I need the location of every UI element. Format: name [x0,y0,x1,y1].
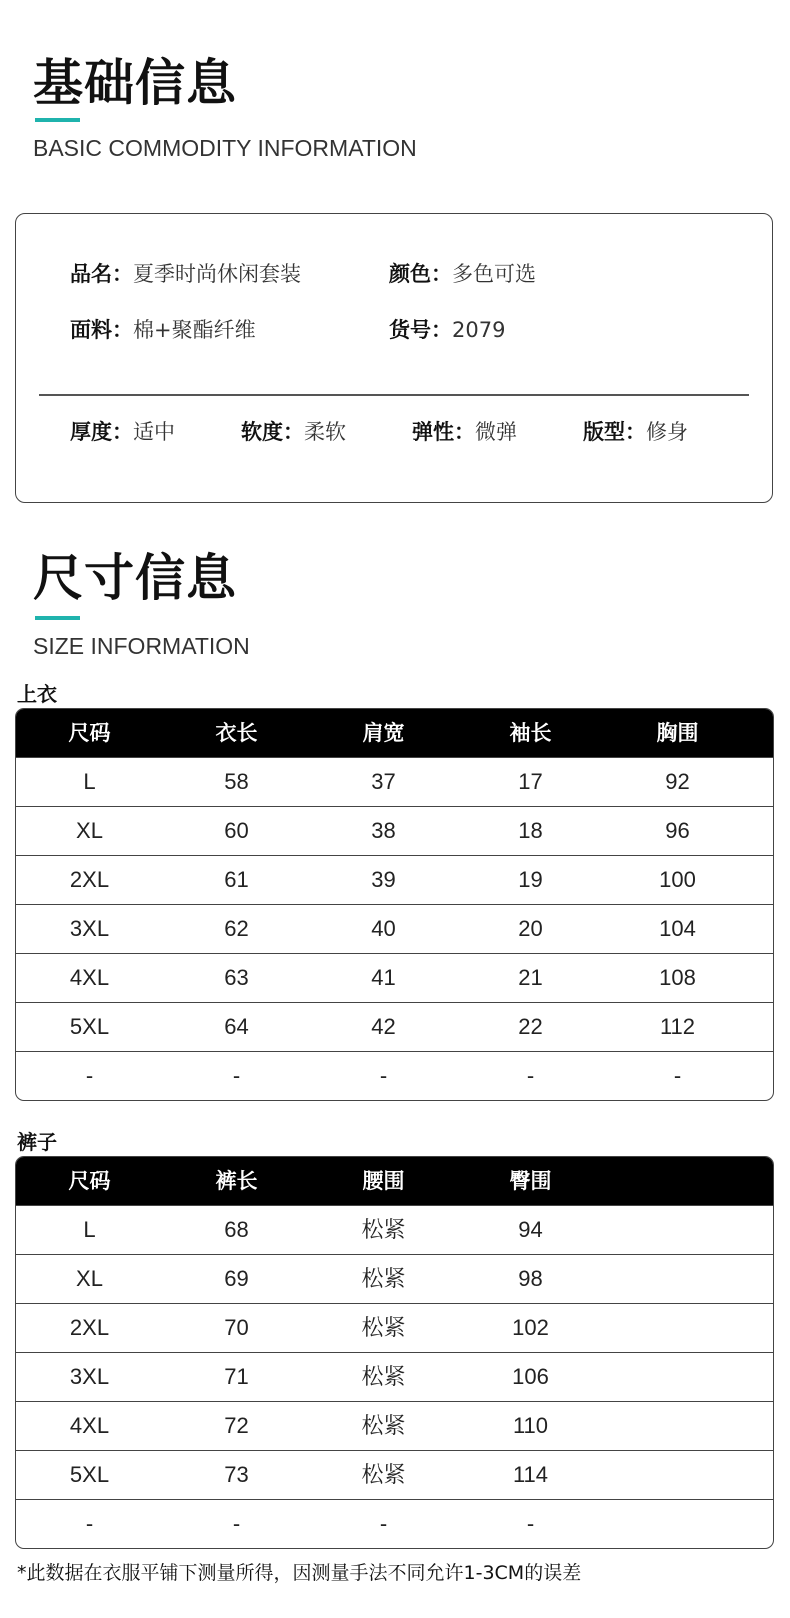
pants-table-label: 裤子 [17,1130,57,1154]
table-empty-cell [604,1451,773,1499]
size-info-title: 尺寸信息 [33,549,237,607]
table-header-cell: 胸围 [656,721,699,745]
table-cell: - [673,1063,682,1088]
table-cell: 104 [659,916,696,941]
table-cell: 64 [224,1014,249,1039]
table-empty-cell [604,1255,773,1303]
table-cell: - [526,1063,535,1088]
table-cell: 松紧 [361,1413,406,1438]
table-header-cell: 袖长 [509,721,552,745]
basic-info-subtitle: BASIC COMMODITY INFORMATION [33,135,417,161]
table-cell: 40 [371,916,396,941]
table-row [16,1499,773,1548]
table-cell: 21 [518,965,543,990]
table-cell: 108 [659,965,696,990]
table-cell: L [83,1217,96,1242]
table-cell: 62 [224,916,249,941]
table-cell: 73 [224,1462,249,1487]
table-header-cell: 裤长 [215,1169,258,1193]
table-cell: XL [76,1266,103,1291]
table-cell: 19 [518,867,543,892]
table-cell: 41 [371,965,396,990]
table-row [16,1002,773,1051]
attr-fit [583,418,688,446]
size-info-subtitle: SIZE INFORMATION [33,633,250,659]
table-header-row [16,1157,773,1205]
table-cell: 98 [518,1266,543,1291]
table-cell: 68 [224,1217,249,1242]
table-cell: 松紧 [361,1217,406,1242]
measurement-footnote: *此数据在衣服平铺下测量所得，因测量手法不同允许1-3CM的误差 [17,1562,582,1584]
table-cell: 70 [224,1315,249,1340]
table-header-cell: 尺码 [68,721,111,745]
table-header-cell: 衣长 [215,721,258,745]
attr-elasticity [412,418,517,446]
table-empty-cell [604,1353,773,1401]
table-empty-cell [604,1500,773,1548]
table-cell: 4XL [69,1413,110,1438]
table-cell: 20 [518,916,543,941]
basic-info-accent-bar [35,118,80,122]
field-label: 品名： [70,262,133,286]
table-cell: 60 [224,818,249,843]
table-cell: 4XL [69,965,110,990]
table-cell: 69 [224,1266,249,1291]
table-empty-cell [604,1304,773,1352]
attr-value: 柔软 [304,420,346,444]
table-cell: 100 [659,867,696,892]
table-cell: 松紧 [361,1364,406,1389]
table-cell: 松紧 [361,1462,406,1487]
table-cell: 110 [512,1413,549,1438]
table-cell: 42 [371,1014,396,1039]
table-header-cell: 尺码 [68,1169,111,1193]
table-cell: 2XL [69,1315,110,1340]
field-color [389,260,536,288]
table-cell: 106 [512,1364,549,1389]
table-cell: 71 [224,1364,249,1389]
table-cell: 松紧 [361,1266,406,1291]
table-row [16,904,773,953]
table-cell: 3XL [69,1364,110,1389]
table-cell: 72 [224,1413,249,1438]
table-cell: 96 [665,818,690,843]
info-divider [39,394,749,396]
table-cell: 2XL [69,867,110,892]
table-cell: 114 [512,1462,549,1487]
attr-label: 版型： [583,420,646,444]
table-cell: 松紧 [361,1315,406,1340]
table-row [16,1051,773,1100]
table-cell: - [85,1063,94,1088]
field-product-name [70,260,301,288]
table-cell: 17 [518,769,543,794]
table-row [16,1450,773,1499]
table-empty-cell [604,1157,773,1205]
field-item-number [389,316,505,344]
attr-thickness [70,418,175,446]
table-row [16,757,773,806]
table-cell: - [85,1511,94,1536]
table-row [16,953,773,1002]
table-header-row [16,709,773,757]
attr-label: 厚度： [70,420,133,444]
field-label: 颜色： [389,262,452,286]
table-cell: 58 [224,769,249,794]
table-row [16,1205,773,1254]
field-label: 货号： [389,318,452,342]
attr-value: 修身 [646,420,688,444]
table-empty-cell [604,1402,773,1450]
table-cell: 5XL [69,1014,110,1039]
table-cell: 94 [518,1217,543,1242]
table-header-cell: 腰围 [362,1169,405,1193]
table-cell: L [83,769,96,794]
field-value: 多色可选 [452,262,536,286]
table-row [16,1352,773,1401]
field-value: 夏季时尚休闲套装 [133,262,301,286]
size-info-accent-bar [35,616,80,620]
table-cell: 39 [371,867,396,892]
table-cell: - [379,1511,388,1536]
basic-info-box [15,213,773,503]
table-cell: 38 [371,818,396,843]
field-label: 面料： [70,318,133,342]
table-cell: 37 [371,769,396,794]
table-cell: 5XL [69,1462,110,1487]
field-fabric [70,316,256,344]
table-cell: 63 [224,965,249,990]
attr-value: 适中 [133,420,175,444]
table-cell: - [232,1063,241,1088]
attr-label: 弹性： [412,420,475,444]
table-cell: 61 [224,867,249,892]
table-empty-cell [604,1206,773,1254]
field-value: 棉+聚酯纤维 [133,318,256,342]
top-size-table [15,708,774,1101]
table-cell: XL [76,818,103,843]
table-cell: 112 [659,1014,696,1039]
table-cell: 102 [512,1315,549,1340]
pants-size-table [15,1156,774,1549]
attr-label: 软度： [241,420,304,444]
attr-softness [241,418,346,446]
table-cell: - [232,1511,241,1536]
attr-value: 微弹 [475,420,517,444]
table-row [16,806,773,855]
basic-info-title: 基础信息 [33,54,237,112]
table-header-cell: 肩宽 [362,721,405,745]
table-cell: - [379,1063,388,1088]
table-row [16,1401,773,1450]
table-header-cell: 臀围 [509,1169,552,1193]
table-cell: 92 [665,769,690,794]
top-table-label: 上衣 [17,682,57,706]
table-row [16,1254,773,1303]
table-cell: 22 [518,1014,543,1039]
table-row [16,1303,773,1352]
table-cell: - [526,1511,535,1536]
table-row [16,855,773,904]
table-cell: 18 [518,818,543,843]
table-cell: 3XL [69,916,110,941]
field-value: 2079 [452,318,506,342]
